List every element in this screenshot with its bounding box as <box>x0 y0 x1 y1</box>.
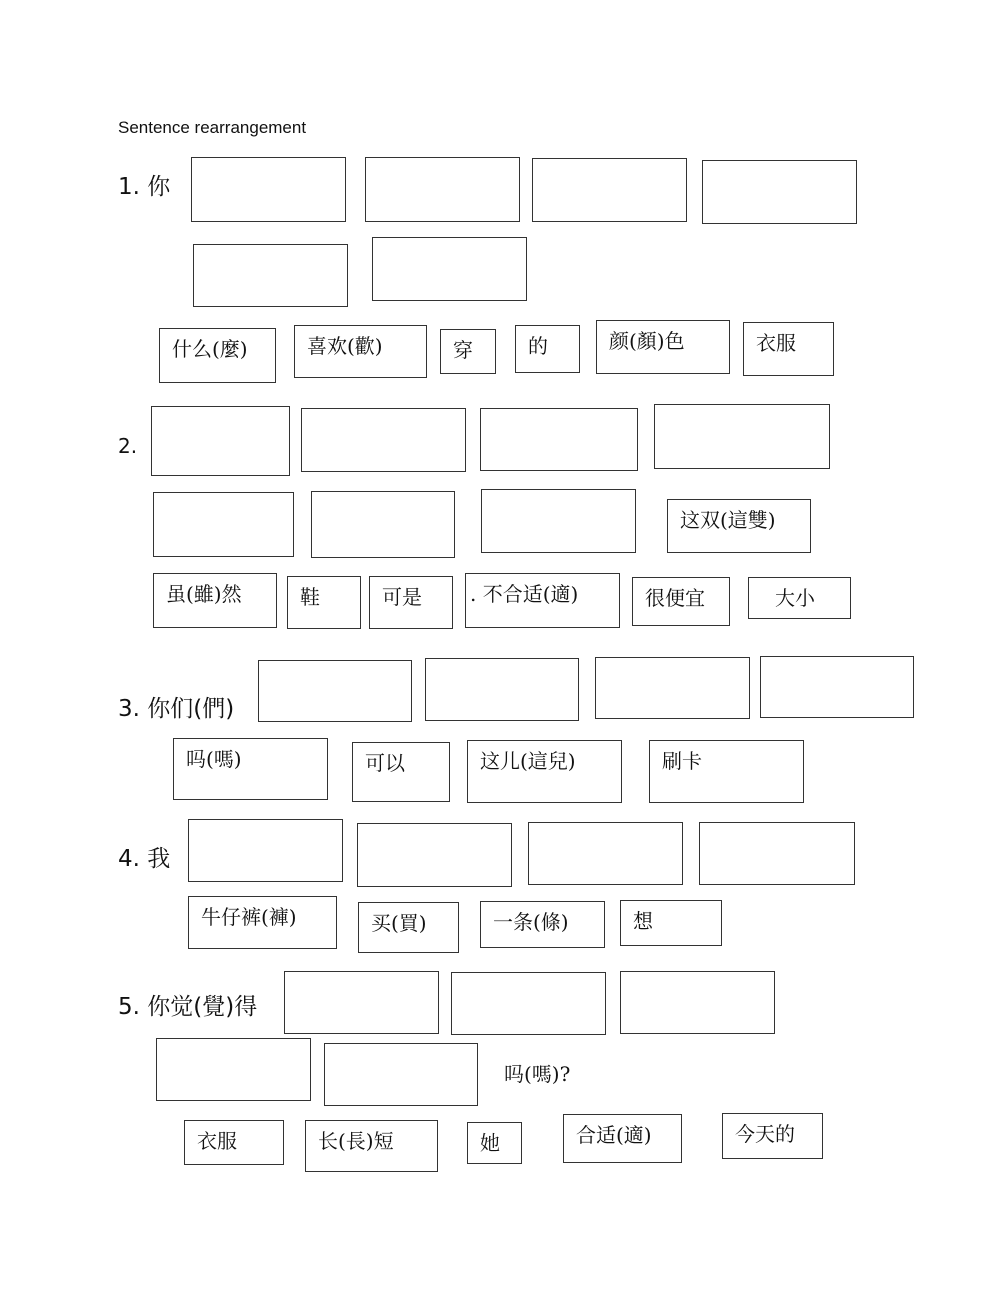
answer-slot[interactable] <box>357 823 512 887</box>
answer-slot[interactable] <box>258 660 412 722</box>
word-card[interactable]: 想 <box>620 900 722 946</box>
word-card[interactable]: 牛仔裤(褲) <box>188 896 337 949</box>
word-card[interactable]: 可是 <box>369 576 453 629</box>
word-card[interactable]: 这儿(這兒) <box>467 740 622 803</box>
answer-slot[interactable] <box>532 158 687 222</box>
word-card[interactable]: 很便宜 <box>632 577 730 626</box>
answer-slot[interactable] <box>284 971 439 1034</box>
answer-slot[interactable] <box>151 406 290 476</box>
word-card[interactable]: 长(長)短 <box>305 1120 438 1172</box>
word-card[interactable]: 喜欢(歡) <box>294 325 427 378</box>
word-card[interactable]: 衣服 <box>743 322 834 376</box>
worksheet-title: Sentence rearrangement <box>118 118 307 137</box>
answer-slot[interactable] <box>153 492 294 557</box>
answer-slot[interactable] <box>372 237 527 301</box>
question-4-label: 4. 我 <box>118 846 171 872</box>
answer-slot[interactable] <box>595 657 750 719</box>
question-3-label: 3. 你们(們) <box>118 696 235 722</box>
word-card[interactable]: 可以 <box>352 742 450 802</box>
answer-slot[interactable] <box>301 408 466 472</box>
word-card[interactable]: 刷卡 <box>649 740 804 803</box>
word-card[interactable]: 穿 <box>440 329 496 374</box>
answer-slot[interactable] <box>760 656 914 718</box>
question-5-ending: 吗(嗎)? <box>504 1062 571 1086</box>
word-card[interactable]: 衣服 <box>184 1120 284 1165</box>
word-card[interactable]: 她 <box>467 1122 522 1164</box>
word-card[interactable]: . 不合适(適) <box>465 573 620 628</box>
answer-slot[interactable] <box>620 971 775 1034</box>
word-card[interactable]: 颜(顏)色 <box>596 320 730 374</box>
word-card[interactable]: 虽(雖)然 <box>153 573 277 628</box>
word-card[interactable]: 吗(嗎) <box>173 738 328 800</box>
word-card[interactable]: 鞋 <box>287 576 361 629</box>
word-card[interactable]: 大小 <box>748 577 851 619</box>
answer-slot[interactable] <box>654 404 830 469</box>
answer-slot[interactable] <box>324 1043 478 1106</box>
word-card[interactable]: 这双(這雙) <box>667 499 811 553</box>
answer-slot[interactable] <box>481 489 636 553</box>
answer-slot[interactable] <box>528 822 683 885</box>
answer-slot[interactable] <box>480 408 638 471</box>
word-card[interactable]: 合适(適) <box>563 1114 682 1163</box>
answer-slot[interactable] <box>188 819 343 882</box>
answer-slot[interactable] <box>193 244 348 307</box>
word-card[interactable]: 什么(麼) <box>159 328 276 383</box>
answer-slot[interactable] <box>191 157 346 222</box>
answer-slot[interactable] <box>425 658 579 721</box>
word-card[interactable]: 一条(條) <box>480 901 605 948</box>
word-card[interactable]: 的 <box>515 325 580 373</box>
answer-slot[interactable] <box>702 160 857 224</box>
answer-slot[interactable] <box>365 157 520 222</box>
answer-slot[interactable] <box>311 491 455 558</box>
question-2-label: 2. <box>118 434 138 458</box>
answer-slot[interactable] <box>156 1038 311 1101</box>
question-1-label: 1. 你 <box>118 174 171 200</box>
question-5-label: 5. 你觉(覺)得 <box>118 994 258 1020</box>
word-card[interactable]: 买(買) <box>358 902 459 953</box>
answer-slot[interactable] <box>699 822 855 885</box>
answer-slot[interactable] <box>451 972 606 1035</box>
word-card[interactable]: 今天的 <box>722 1113 823 1159</box>
